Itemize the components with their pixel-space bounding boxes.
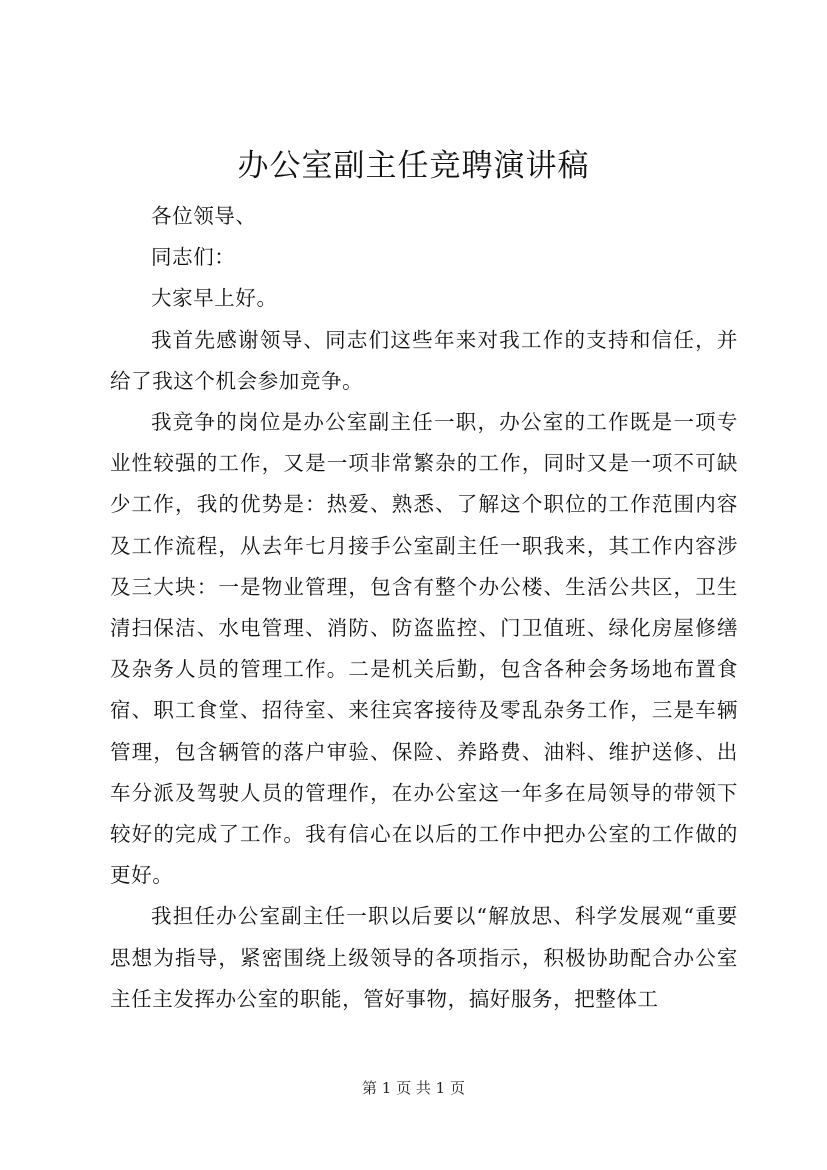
greeting: 大家早上好。 (151, 286, 278, 311)
page-footer: 第 1 页 共 1 页 (362, 1079, 465, 1097)
paragraph-plan: 我担任办公室副主任一职以后要以“解放思、科学发展观“重要思想为指导，紧密围绕上级领导的各项指示，积极协助配合办公室主任主发挥办公室的职能，管好事物，搞好服务，把整体工 (110, 904, 738, 1011)
salutation-leaders: 各位领导、 (151, 204, 257, 228)
document-title: 办公室副主任竞聘演讲稿 (237, 148, 590, 184)
paragraph-position: 我竞争的岗位是办公室副主任一职，办公室的工作既是一项专业性较强的工作，又是一项非常繁杂的工作，同时又是一项不可缺少工作，我的优势是：热爱、熟悉、了解这个职位的工作范围内容及工作流程，从去年七月接手公室副主任一职我来，其工作内容涉及三大块：一是物业管理，包含有整个办公楼、生活公共区，卫生清扫保洁、水电管理、消防、防盗监控、门卫值班、绿化房屋修缮及杂务人员的管理工作。二是机关后勤，包含各种会务场地布置食宿、职工食堂、招待室、来往宾客接待及零乱杂务工作，三是车辆管理，包含辆管的落户审验、保险、养路费、油料、维护送修、出车分派及驾驶人员的管理作，在办公室这一年多在局领导的带领下较好的完成了工作。我有信心在以后的工作中把办公室的工作做的更好。 (110, 410, 738, 888)
document-body (110, 196, 738, 1020)
paragraph-thanks: 我首先感谢领导、同志们这些年来对我工作的支持和信任，并给了我这个机会参加竞争。 (110, 327, 738, 393)
salutation-comrades: 同志们： (151, 245, 236, 270)
